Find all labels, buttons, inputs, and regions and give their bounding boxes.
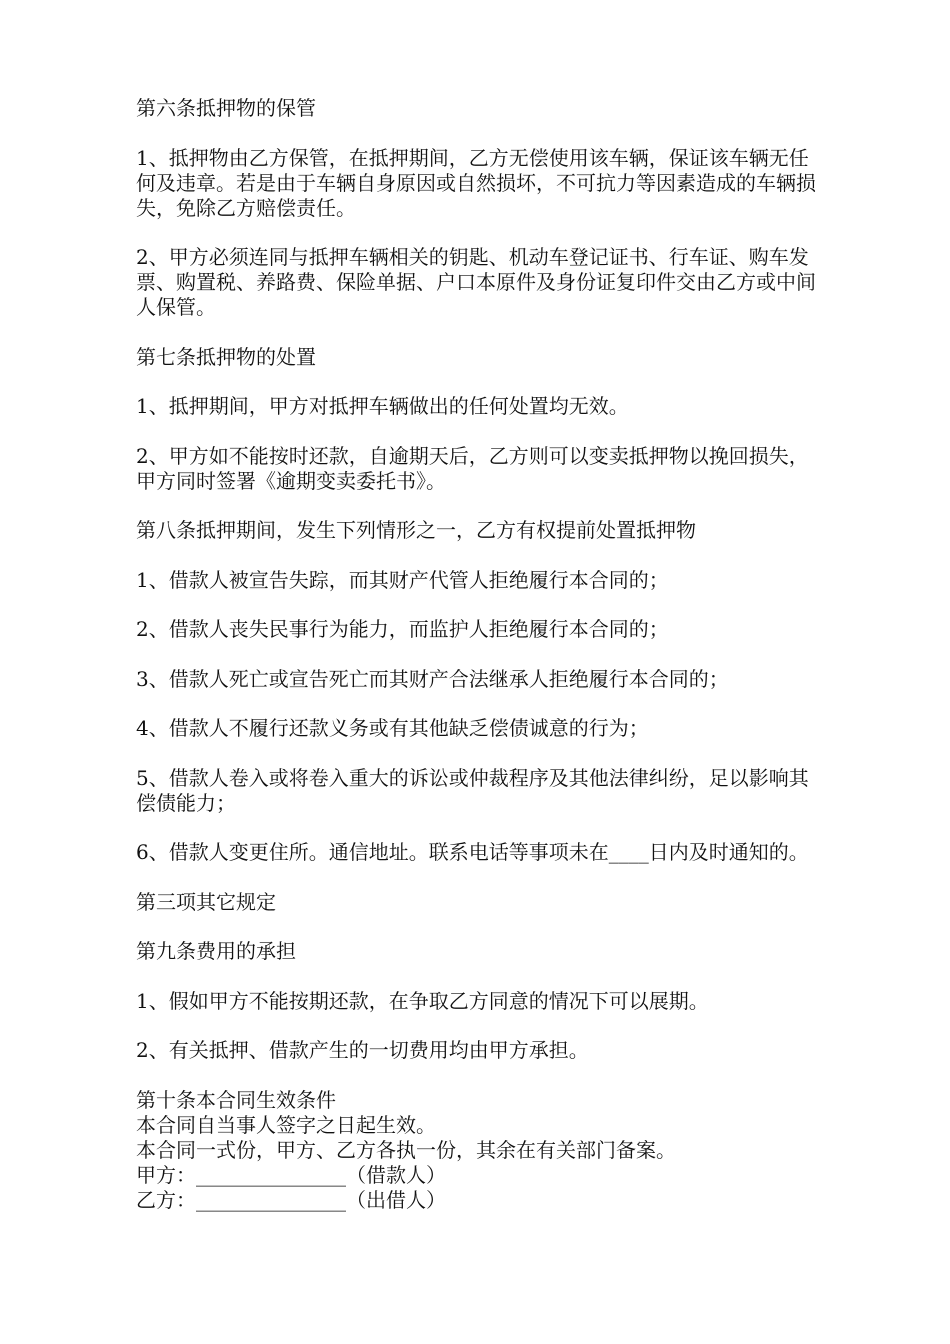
section-heading-article-7: 第七条抵押物的处置 [136, 344, 316, 369]
section-heading-article-6: 第六条抵押物的保管 [136, 96, 316, 120]
clause-9-2: 2、有关抵押、借款产生的一切费用均由甲方承担。 [136, 1038, 589, 1062]
clause-8-3: 3、借款人死亡或宣告死亡而其财产合法继承人拒绝履行本合同的； [136, 666, 729, 691]
clause-6-2: 2、甲方必须连同与抵押车辆相关的钥匙、机动车登记证书、行车证、购车发票、购置税、养路费、保险单据、户口本原件及身份证复印件交由乙方或中间人保管。 [136, 245, 816, 319]
party-a-signature-line: 甲方：_______________（借款人） [136, 1162, 446, 1187]
effective-conditions-block [136, 1088, 826, 1213]
clause-7-2: 2、甲方如不能按时还款，自逾期天后，乙方则可以变卖抵押物以挽回损失，甲方同时签署《逾期变卖委托书》。 [136, 443, 809, 493]
party-b-signature-line: 乙方：_______________（出借人） [136, 1187, 446, 1212]
section-heading-part-3: 第三项其它规定 [136, 889, 276, 914]
section-heading-article-9: 第九条费用的承担 [136, 939, 296, 963]
clause-7-1: 1、抵押期间，甲方对抵押车辆做出的任何处置均无效。 [136, 394, 629, 418]
clause-8-4: 4、借款人不履行还款义务或有其他缺乏偿债诚意的行为； [136, 716, 649, 740]
clause-8-5: 5、借款人卷入或将卷入重大的诉讼或仲裁程序及其他法律纠纷，足以影响其偿债能力； [136, 765, 809, 815]
section-heading-article-10: 第十条本合同生效条件 [136, 1087, 336, 1112]
copies-clause: 本合同一式份，甲方、乙方各执一份，其余在有关部门备案。 [136, 1137, 676, 1162]
clause-8-6: 6、借款人变更住所。通信地址。联系电话等事项未在____日内及时通知的。 [136, 840, 809, 864]
clause-9-1: 1、假如甲方不能按期还款，在争取乙方同意的情况下可以展期。 [136, 988, 709, 1013]
clause-8-2: 2、借款人丧失民事行为能力，而监护人拒绝履行本合同的； [136, 617, 669, 641]
document-body [136, 96, 826, 1213]
clause-8-1: 1、借款人被宣告失踪，而其财产代管人拒绝履行本合同的； [136, 567, 669, 592]
clause-6-1: 1、抵押物由乙方保管，在抵押期间，乙方无偿使用该车辆，保证该车辆无任何及违章。若是由于车辆自身原因或自然损坏，不可抗力等因素造成的车辆损失，免除乙方赔偿责任。 [136, 145, 816, 220]
section-heading-article-8: 第八条抵押期间，发生下列情形之一，乙方有权提前处置抵押物 [136, 518, 696, 542]
effective-clause: 本合同自当事人签字之日起生效。 [136, 1112, 436, 1137]
